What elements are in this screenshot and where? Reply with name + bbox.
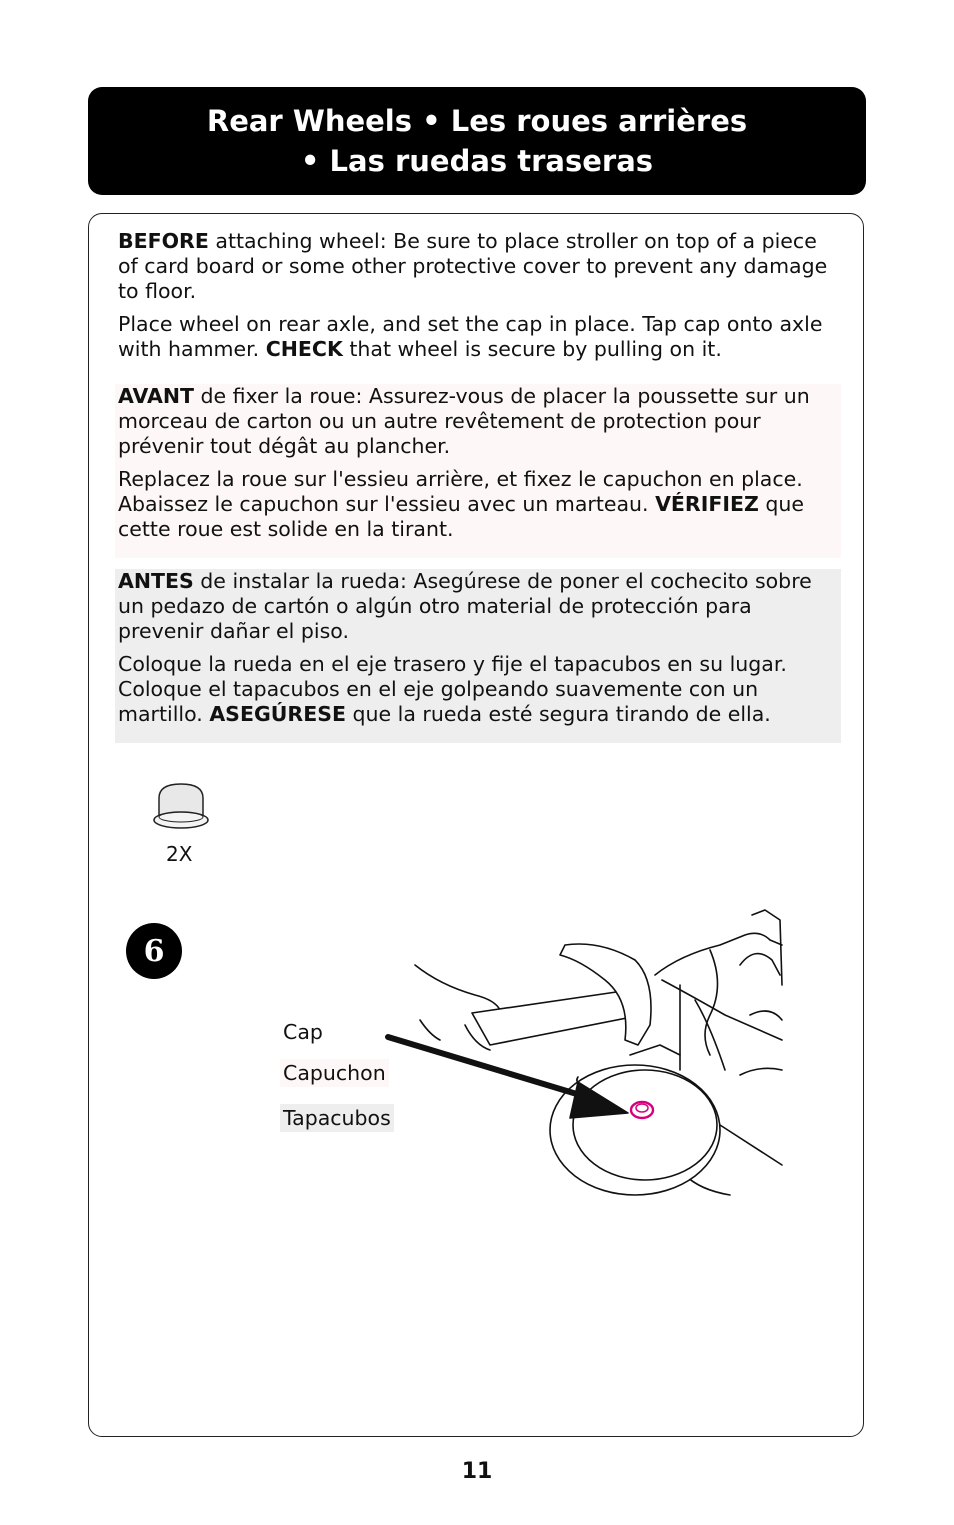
french-instructions [115, 384, 841, 558]
english-paragraph-2 [118, 312, 838, 362]
spanish-p1-text: de instalar la rueda: Asegúrese de poner el cochecito sobre un pedazo de cartón o algún otro material de protección para prevenir dañar el piso. [118, 569, 812, 643]
spanish-p2-end: que la rueda esté segura tirando de ella. [345, 702, 771, 726]
wheel-hammer-illustration [380, 905, 790, 1205]
section-title-line-2: • Las ruedas traseras [300, 144, 654, 178]
spanish-paragraph-2 [118, 652, 838, 727]
french-paragraph-2 [118, 467, 838, 542]
french-p2-end: que cette roue est solide en la tirant. [118, 492, 804, 541]
cap-part-icon [150, 780, 212, 832]
french-paragraph-1 [118, 384, 838, 459]
spanish-keyword-asegurese: ASEGÚRESE [209, 702, 346, 726]
label-cap-fr: Capuchon [280, 1059, 389, 1087]
page-number: 11 [461, 1459, 493, 1484]
part-quantity: 2X [166, 842, 193, 866]
english-instructions [115, 229, 841, 370]
french-p1-text: de fixer la roue: Assurez-vous de placer la poussette sur un morceau de carton ou un autre revêtement de protection pour prévenir tout dégât au plancher. [118, 384, 810, 458]
section-title-banner [88, 87, 866, 195]
section-title-line-1: Rear Wheels • Les roues arrières [206, 104, 748, 138]
english-keyword-before: BEFORE [118, 229, 209, 253]
step-number-badge: 6 [126, 923, 182, 979]
english-p2-end: that wheel is secure by pulling on it. [342, 337, 722, 361]
english-keyword-check: CHECK [265, 337, 343, 361]
french-p2-start: Replacez la roue sur l'essieu arrière, et fixez le capuchon en place. Abaissez le capuchon sur l'essieu avec un marteau. [118, 467, 803, 516]
french-keyword-avant: AVANT [118, 384, 194, 408]
spanish-keyword-antes: ANTES [118, 569, 194, 593]
french-keyword-verifiez: VÉRIFIEZ [655, 492, 759, 516]
spanish-paragraph-1 [118, 569, 838, 644]
label-cap-es: Tapacubos [280, 1104, 394, 1132]
spanish-p2-start: Coloque la rueda en el eje trasero y fije el tapacubos en su lugar. Coloque el tapacubos en el eje golpeando suavemente con un martillo. [118, 652, 787, 726]
label-cap-en: Cap [283, 1020, 323, 1044]
english-paragraph-1 [118, 229, 838, 304]
spanish-instructions [115, 569, 841, 743]
english-p1-text: attaching wheel: Be sure to place stroller on top of a piece of card board or some other protective cover to prevent any damage to floor. [118, 229, 828, 303]
english-p2-start: Place wheel on rear axle, and set the cap in place. Tap cap onto axle with hammer. [118, 312, 823, 361]
